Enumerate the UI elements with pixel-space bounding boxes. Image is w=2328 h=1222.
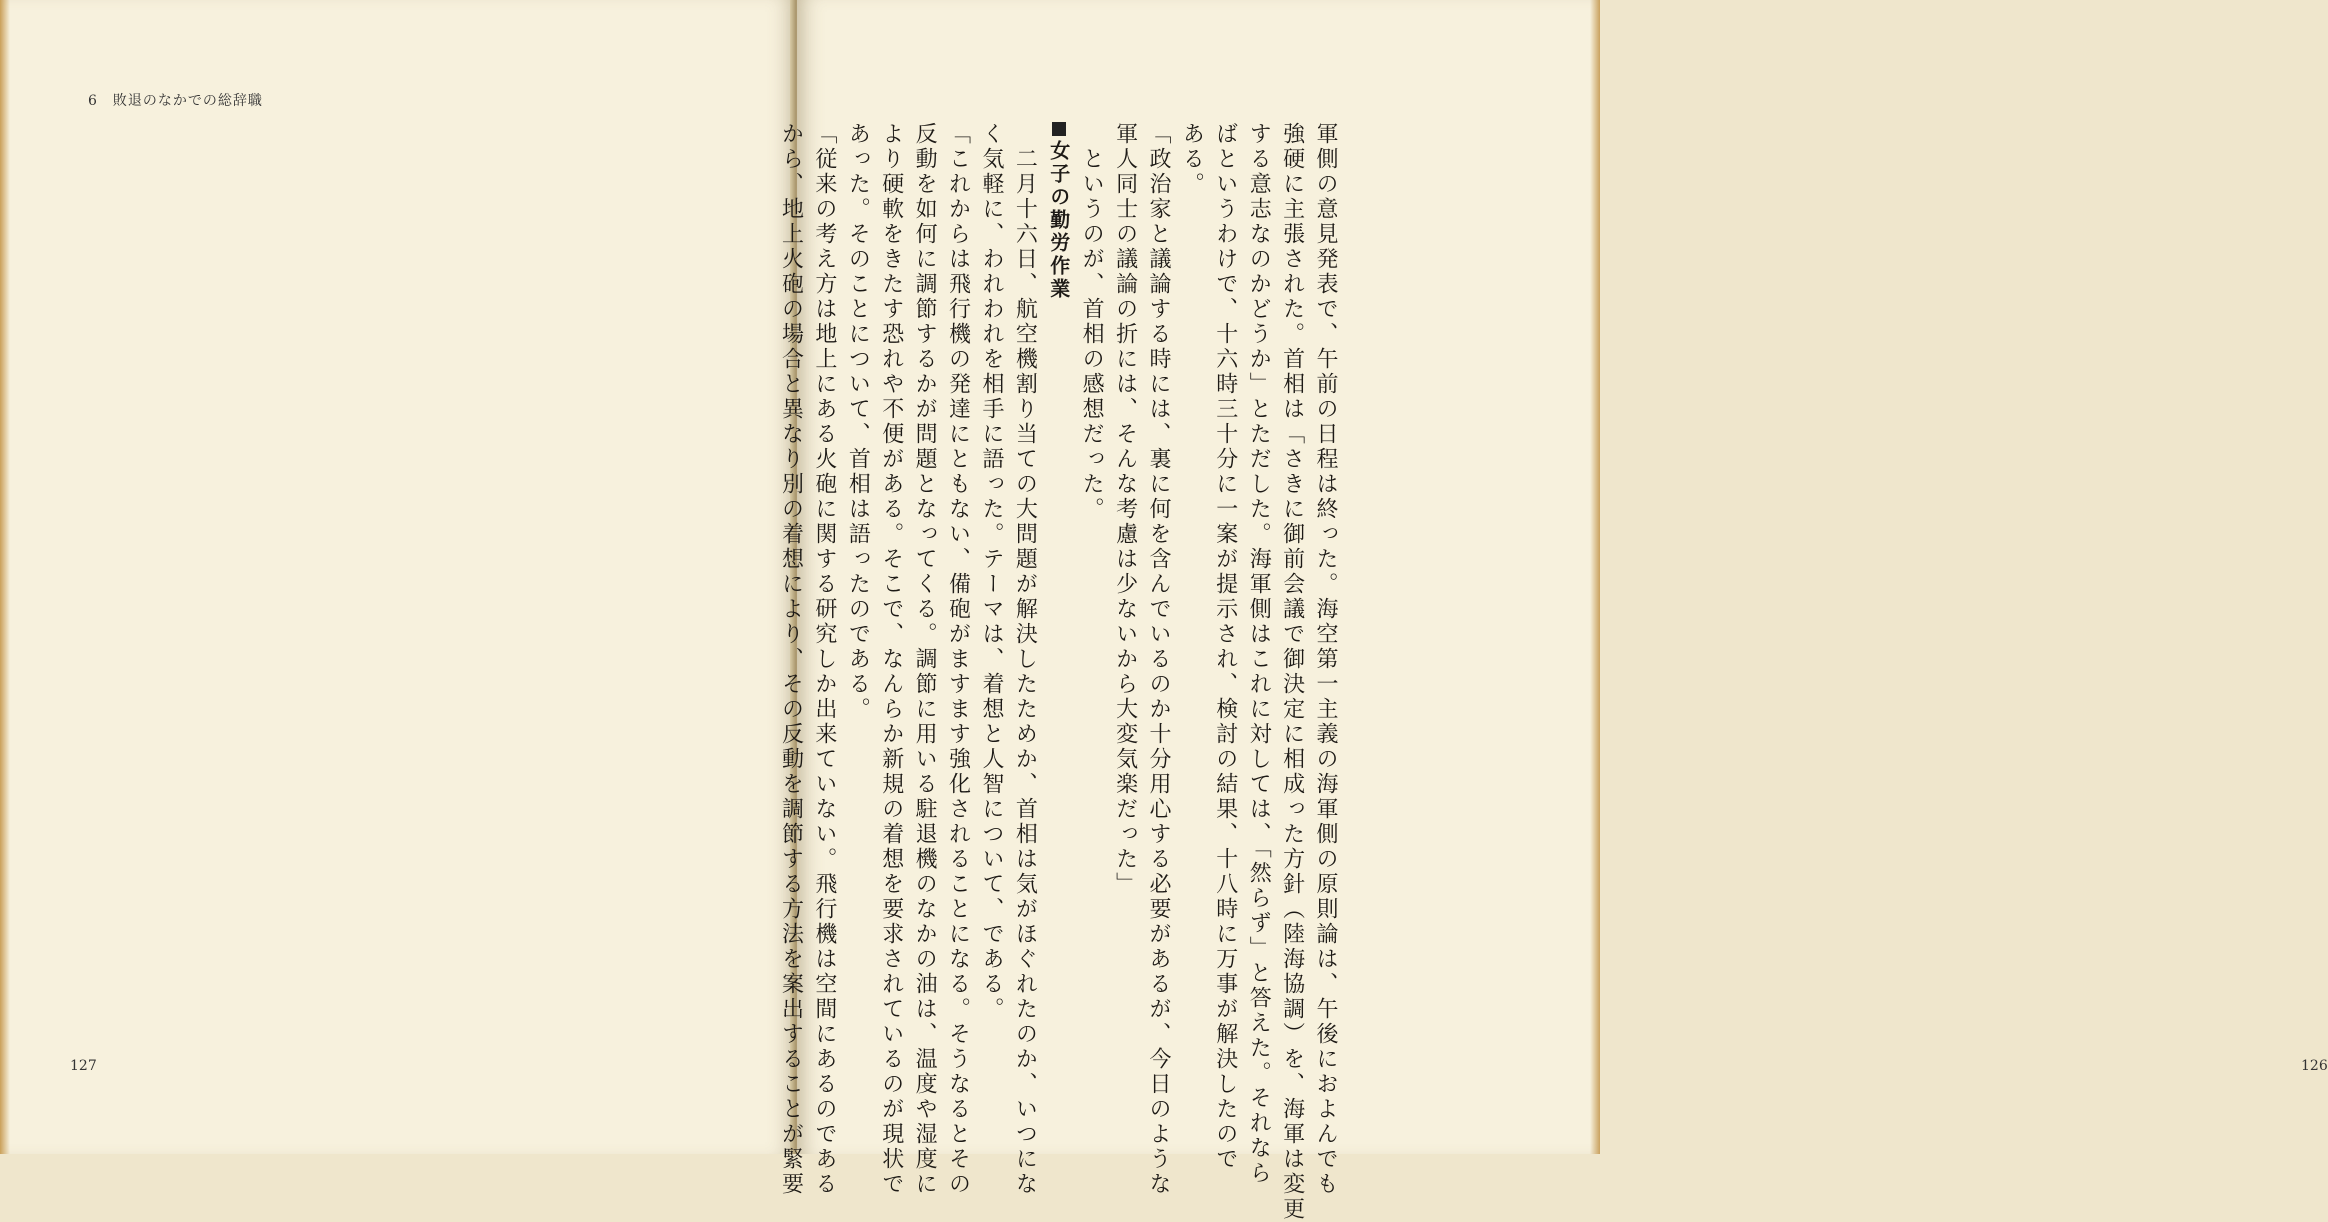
text-column: 軍人同士の議論の折には、そんな考慮は少ないから大変気楽だった」 [1112, 122, 1138, 897]
running-header: 6 敗退のなかでの総辞職 [88, 93, 263, 109]
text-column: 軍側の意見発表で、午前の日程は終った。海空第一主義の海軍側の原則論は、午後におよんでも [1313, 122, 1338, 1197]
text-column: 「これからは飛行機の発達にともない、備砲がますます強化されることになる。そうなるとその [945, 122, 971, 1197]
right-page [778, 0, 2328, 1222]
subheading-square-icon [1052, 122, 1066, 136]
text-column: 強硬に主張された。首相は「さきに御前会議で御決定に相成った方針（陸海協調）を、海軍は変更 [1279, 122, 1305, 1222]
text-column: 「政治家と議論する時には、裏に何を含んでいるのか十分用心する必要があるが、今日のような [1145, 122, 1171, 1197]
page-edge-right [1590, 0, 1600, 1154]
subheading-text: 女子の勤労作業 [1046, 140, 1071, 301]
subheading [1041, 122, 1074, 1057]
page-number-right: 126 [2301, 1058, 2328, 1074]
text-column: ある。 [1179, 122, 1205, 197]
text-column: 二月十六日、航空機割り当ての大問題が解決したためか、首相は気がほぐれたのか、いつにな [1012, 122, 1038, 1197]
text-column: より硬軟をきたす恐れや不便がある。そこで、なんらか新規の着想を要求されているのが現状で [878, 122, 904, 1197]
text-column: 反動を如何に調節するかが問題となってくる。調節に用いる駐退機のなかの油は、温度や湿度に [912, 122, 938, 1197]
left-page [0, 0, 795, 1154]
page-number-left: 127 [70, 1058, 97, 1074]
text-column: ばというわけで、十六時三十分に一案が提示され、検討の結果、十八時に万事が解決したので [1212, 122, 1238, 1172]
page-edge-left [0, 0, 10, 1154]
text-column: というのが、首相の感想だった。 [1079, 122, 1105, 522]
right-page-body [778, 122, 1342, 1222]
text-column: く気軽に、われわれを相手に語った。テーマは、着想と人智について、である。 [978, 122, 1004, 1022]
text-column: あった。そのことについて、首相は語ったのである。 [845, 122, 871, 722]
text-column: から、地上火砲の場合と異なり別の着想により、その反動を調節する方法を案出することが緊要 [778, 122, 804, 1197]
text-column: する意志なのかどうか」とただした。海軍側はこれに対しては、「然らず」と答えた。それなら [1246, 122, 1272, 1186]
text-column: 「従来の考え方は地上にある火砲に関する研究しか出来ていない。飛行機は空間にあるのである [811, 122, 837, 1197]
